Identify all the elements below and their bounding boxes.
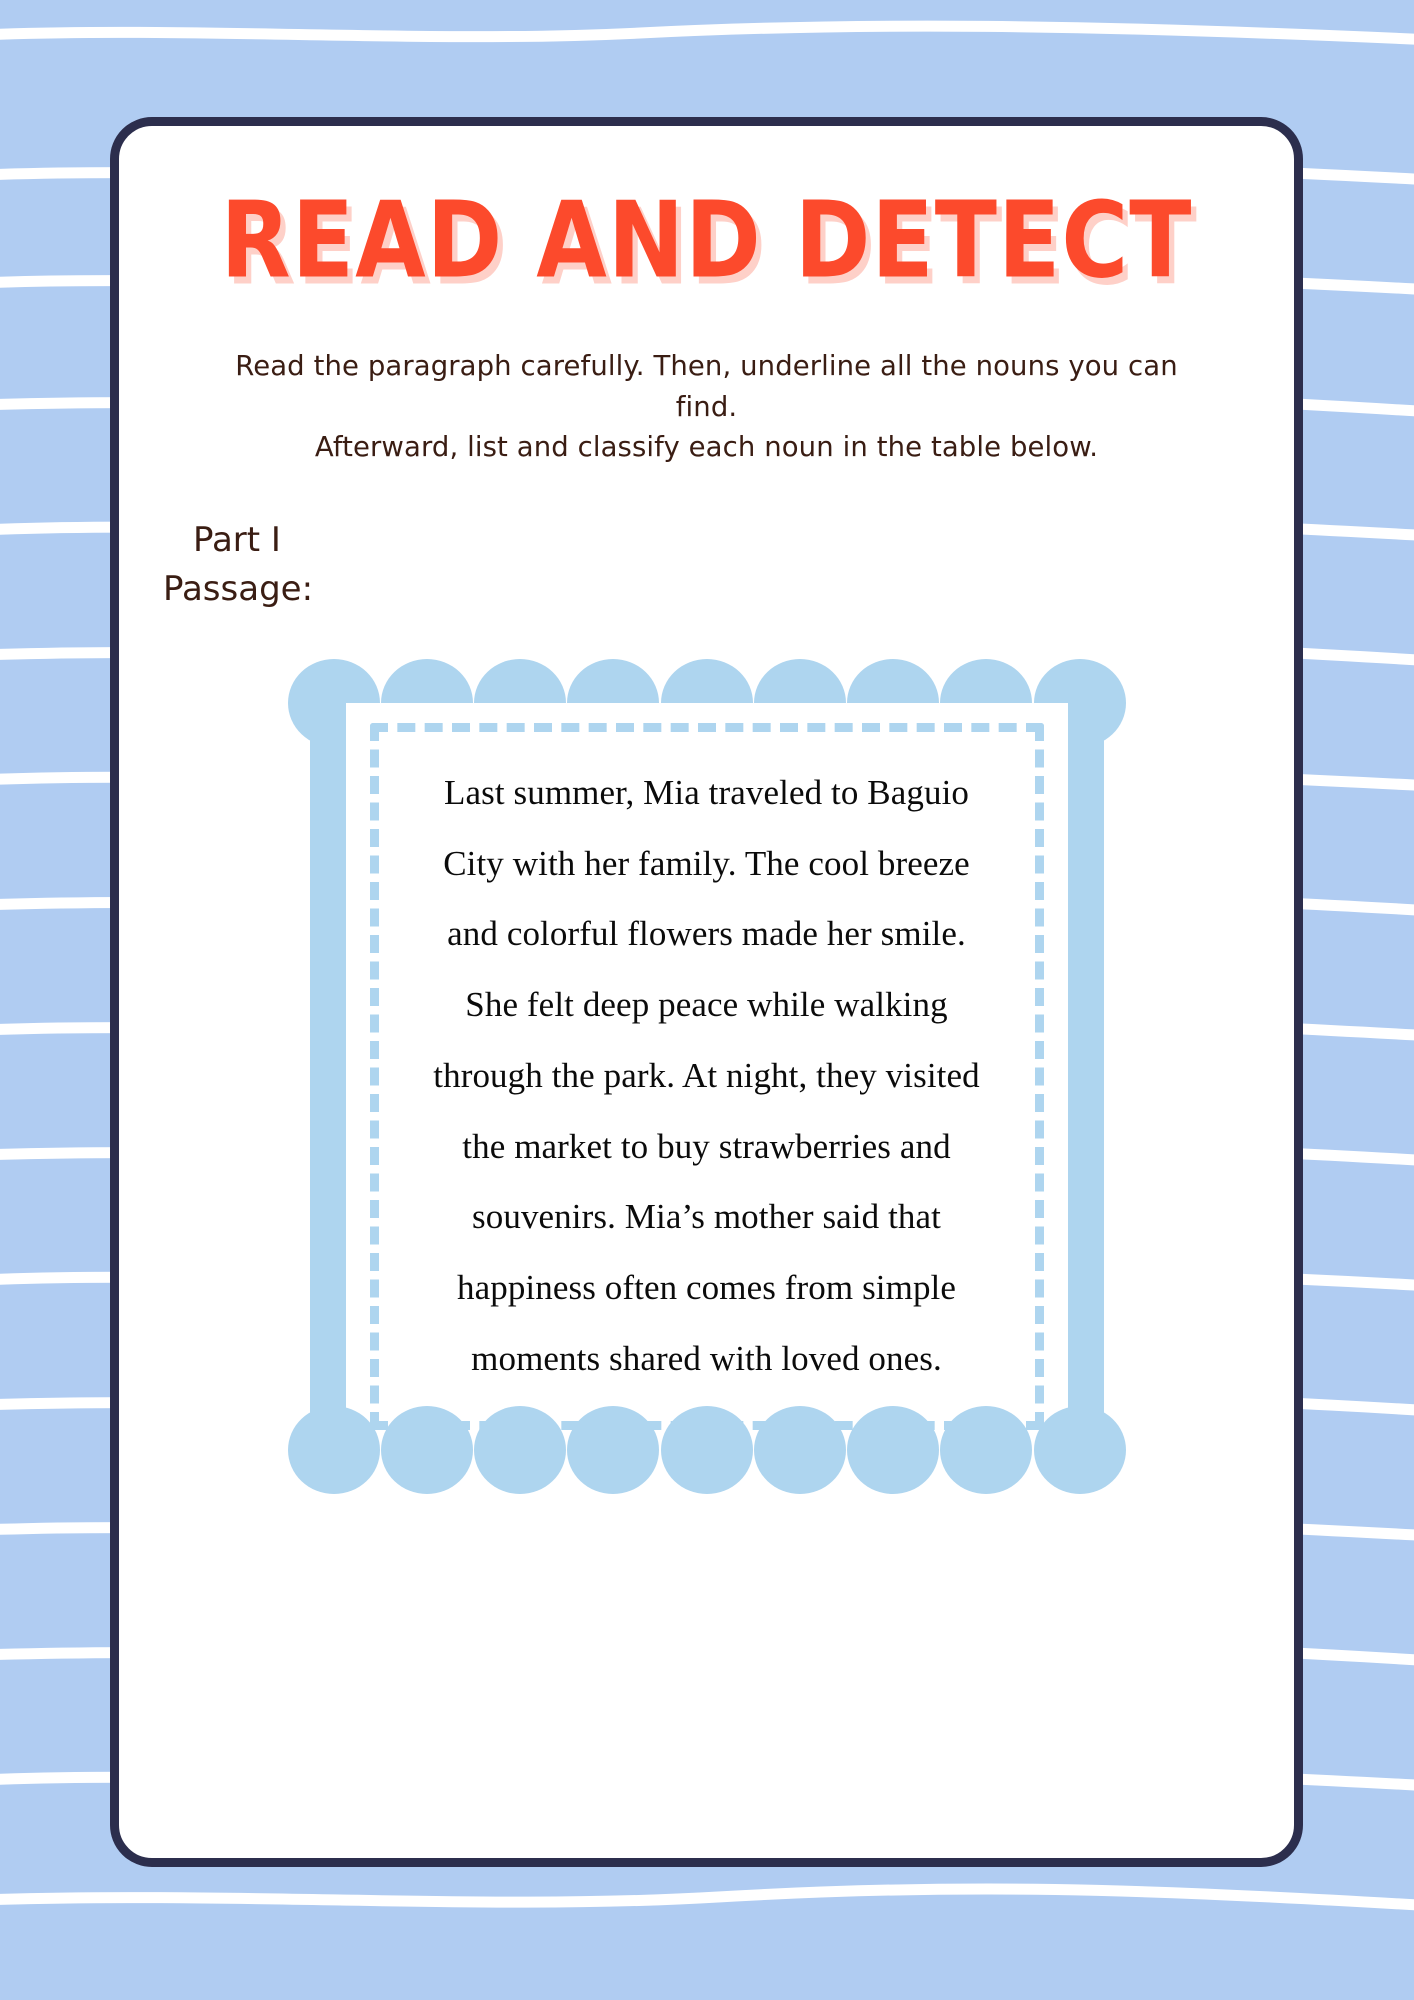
- passage-line: the market to buy strawberries and: [462, 1126, 951, 1166]
- scallop-dot: [381, 1406, 473, 1494]
- scallop-dot: [288, 1406, 380, 1494]
- scallop-dot: [847, 1406, 939, 1494]
- passage-line: through the park. At night, they visited: [433, 1055, 980, 1095]
- passage-line: She felt deep peace while walking: [465, 985, 948, 1025]
- scallop-dot: [474, 1406, 566, 1494]
- passage-line: moments shared with loved ones.: [471, 1338, 942, 1378]
- title-container: [119, 180, 1294, 302]
- scallop-dot: [567, 1406, 659, 1494]
- passage-line: City with her family. The cool breeze: [443, 843, 970, 883]
- frame-side-bar-left: [310, 693, 346, 1460]
- part-label: Part I: [193, 520, 281, 561]
- frame-side-bar-right: [1068, 693, 1104, 1460]
- scallop-dot: [1034, 1406, 1126, 1494]
- section-labels: [119, 516, 1294, 615]
- scallop-dot: [661, 1406, 753, 1494]
- passage-label: Passage:: [163, 569, 314, 610]
- worksheet-card: [110, 117, 1303, 1867]
- passage-frame: [292, 659, 1122, 1494]
- passage-line: happiness often comes from simple: [456, 1267, 957, 1307]
- instructions-line-1: Read the paragraph carefully. Then, underline all the nouns you can find.: [235, 350, 1178, 423]
- scallop-dot: [940, 1406, 1032, 1494]
- scallop-row-bottom: [292, 1406, 1122, 1494]
- scallop-dot: [754, 1406, 846, 1494]
- passage-line: and colorful flowers made her smile.: [447, 914, 966, 954]
- instructions-line-2: Afterward, list and classify each noun in the table below.: [314, 431, 1099, 464]
- page-title: READ AND DETECT: [220, 180, 1193, 302]
- passage-text: [390, 739, 1024, 1414]
- passage-line: Last summer, Mia traveled to Baguio: [443, 773, 970, 813]
- passage-line: souvenirs. Mia’s mother said that: [472, 1197, 941, 1237]
- instructions-text: [207, 346, 1207, 468]
